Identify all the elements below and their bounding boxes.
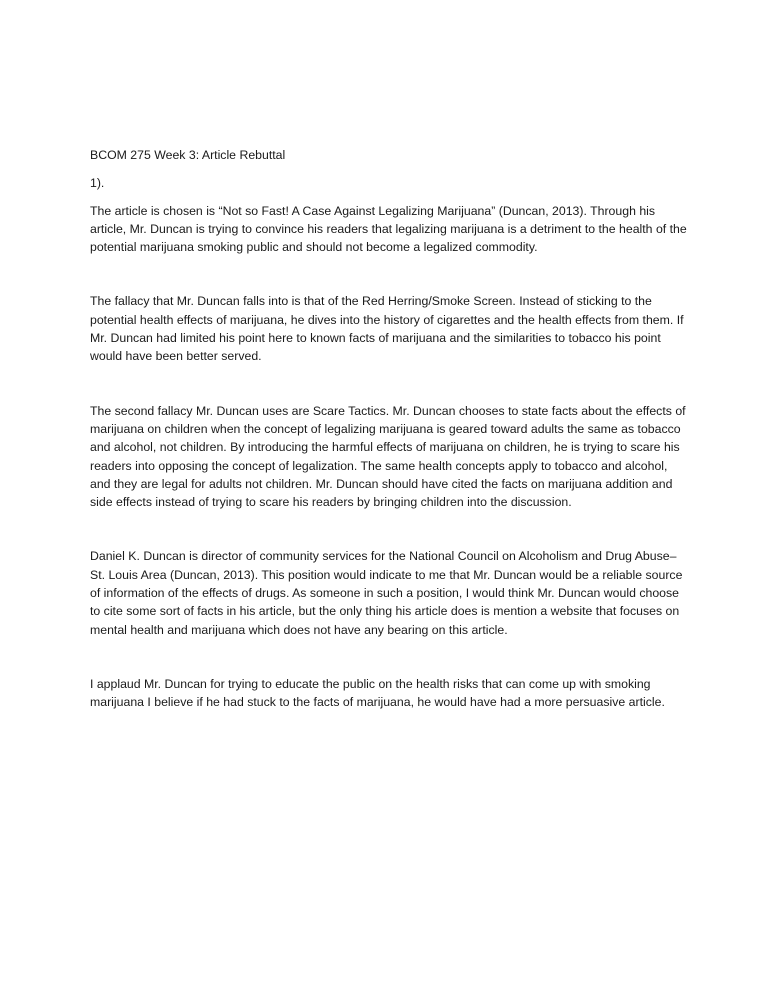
document-title: BCOM 275 Week 3: Article Rebuttal	[90, 148, 286, 162]
paragraph-scare-tactics: The second fallacy Mr. Duncan uses are Scare Tactics. Mr. Duncan chooses to state facts about the effects of marijuana on children when the concept of legalizing marijuana is geared toward adults the same as tobacco and alcohol, not children. By introducing the harmful effects of marijuana on children, he is trying to scare his readers into opposing the concept of legalization. The same health concepts apply to tobacco and alcohol, and they are legal for adults not children. Mr. Duncan should have cited the facts on marijuana addition and side effects instead of trying to scare his readers by bringing children into the discussion.	[90, 403, 686, 510]
paragraph-author-credibility: Daniel K. Duncan is director of community services for the National Council on Alcoholism and Drug Abuse–St. Louis Area (Duncan, 2013). This position would indicate to me that Mr. Duncan would be a reliable source of information of the effects of drugs. As someone in such a position, I would think Mr. Duncan would choose to cite some sort of facts in his article, but the only thing his article does is mention a website that focuses on mental health and marijuana which does not have any bearing on this article.	[90, 549, 683, 637]
document-body	[90, 146, 690, 748]
section-number: 1).	[90, 176, 105, 191]
paragraph-red-herring: The fallacy that Mr. Duncan falls into is that of the Red Herring/Smoke Screen. Instead of sticking to the potential health effects of marijuana, he dives into the history of cigarettes and the health effects from them. If Mr. Duncan had limited his point here to known facts of marijuana and the similarities to tobacco his point would have been better served.	[90, 294, 684, 364]
paragraph-intro: The article is chosen is “Not so Fast! A Case Against Legalizing Marijuana” (Duncan, 2013). Through his article, Mr. Duncan is trying to convince his readers that legalizing marijuana is a detriment to the health of the potential marijuana smoking public and should not become a legalized commodity.	[90, 203, 687, 255]
paragraph-conclusion: I applaud Mr. Duncan for trying to educate the public on the health risks that can come up with smoking marijuana I believe if he had stuck to the facts of marijuana, he would have had a more persuasive article.	[90, 676, 665, 710]
